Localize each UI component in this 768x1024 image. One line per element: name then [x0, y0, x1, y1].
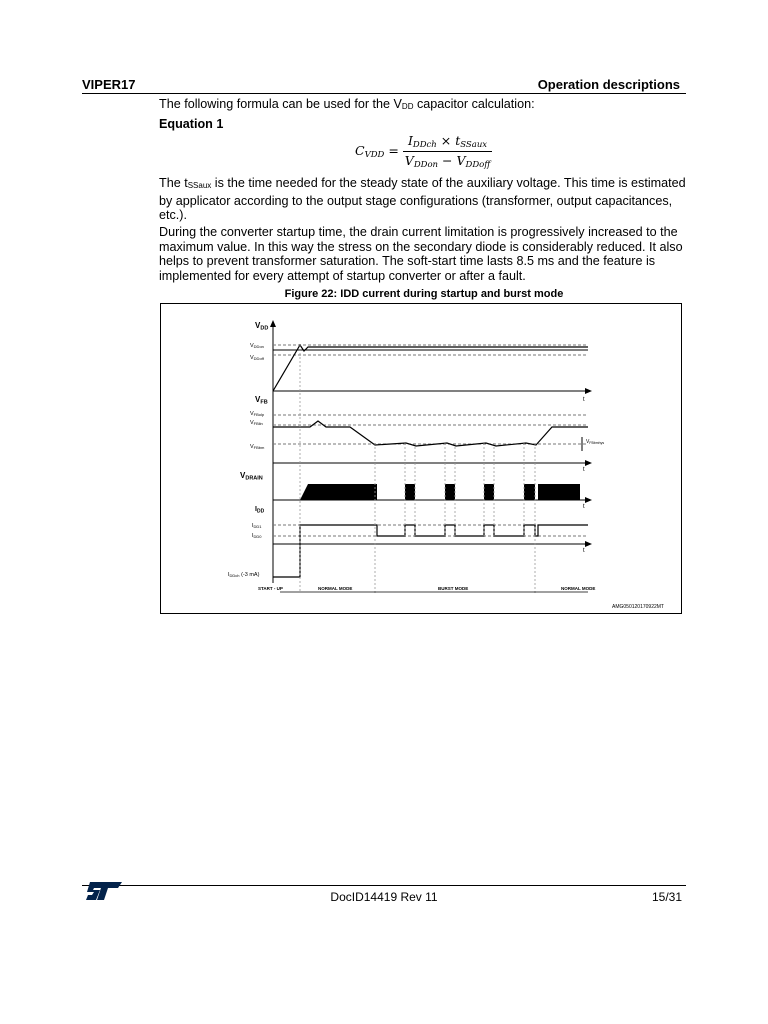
drain-burst-4 [524, 484, 535, 500]
label-normal-mode: NORMAL MODE [318, 586, 353, 591]
label-burst-mode: BURST MODE [438, 586, 469, 591]
timing-diagram [160, 303, 682, 614]
drain-switching-normal [300, 484, 377, 500]
page-number: 15/31 [651, 890, 682, 904]
label-vfbolp: VFBolp [250, 411, 265, 417]
label-vfbhyst: $V_{FBbmhys}$ [586, 439, 605, 445]
label-vddon: VDDon [250, 343, 264, 349]
label-idd0: IDD0 [252, 533, 262, 539]
label-t-4: t [583, 548, 585, 554]
intro-paragraph: The following formula can be used for the $V_{DD}$ capacitor calculation: [159, 97, 535, 111]
drain-burst-1 [405, 484, 415, 500]
softstart-paragraph: During the converter startup time, the drain current limitation is progressively increased to the maximum value. In this way the stress on the secondary diode is considerably reduced. It also helps to prevent transformer saturation. The soft-start time lasts 8.5 ms and the feature is implemented for every attempt of startup converter or after a fault. [159, 225, 683, 283]
label-vdd: VDD [255, 321, 269, 332]
figure-caption: Figure 22: IDD current during startup and burst mode [284, 288, 564, 300]
figure-code: AMG050120170922MT [612, 604, 664, 610]
label-vddoff: VDDoff [250, 355, 264, 361]
label-idd1: IDD1 [252, 523, 262, 529]
header-divider [82, 93, 686, 94]
doc-id: DocID14419 Rev 11 [330, 890, 438, 904]
label-iddch: IDDch (-3 mA) [228, 572, 260, 578]
section-title: Operation descriptions [537, 77, 680, 92]
label-normal-mode-2: NORMAL MODE [561, 586, 596, 591]
label-t-1: t [583, 397, 585, 403]
label-vfbbm: VFBbm [250, 444, 265, 450]
drain-switching-normal-2 [538, 484, 580, 500]
label-vdrain: VDRAIN [240, 471, 263, 482]
equation-cvdd: CVDD = $\frac{\text{IDDch × tSSaux}}{\text{VDDon − VDDoff}}$ [355, 133, 491, 170]
doc-part-number: VIPER17 [82, 77, 136, 92]
label-t-2: t [583, 467, 585, 473]
label-vfb: VFB [255, 395, 268, 406]
equation-label: Equation 1 [159, 117, 224, 131]
label-startup: START - UP [258, 586, 283, 591]
label-vfblin: VFBlin [250, 420, 263, 426]
label-t-3: t [583, 504, 585, 510]
drain-burst-2 [445, 484, 455, 500]
label-idd: $I_{DD}$ [255, 506, 265, 515]
equation-fraction: $\frac{\text{IDDch × tSSaux}}{\text{VDDon − VDDoff}}$ [404, 133, 491, 170]
footer-divider [82, 885, 686, 886]
drain-burst-3 [484, 484, 494, 500]
tssaux-paragraph: The $t_{SSaux}$ is the time needed for the steady state of the auxiliary voltage. This time is estimated by applicator according to the output stage configurations (transformer, output capacitances, etc.). [159, 176, 686, 222]
